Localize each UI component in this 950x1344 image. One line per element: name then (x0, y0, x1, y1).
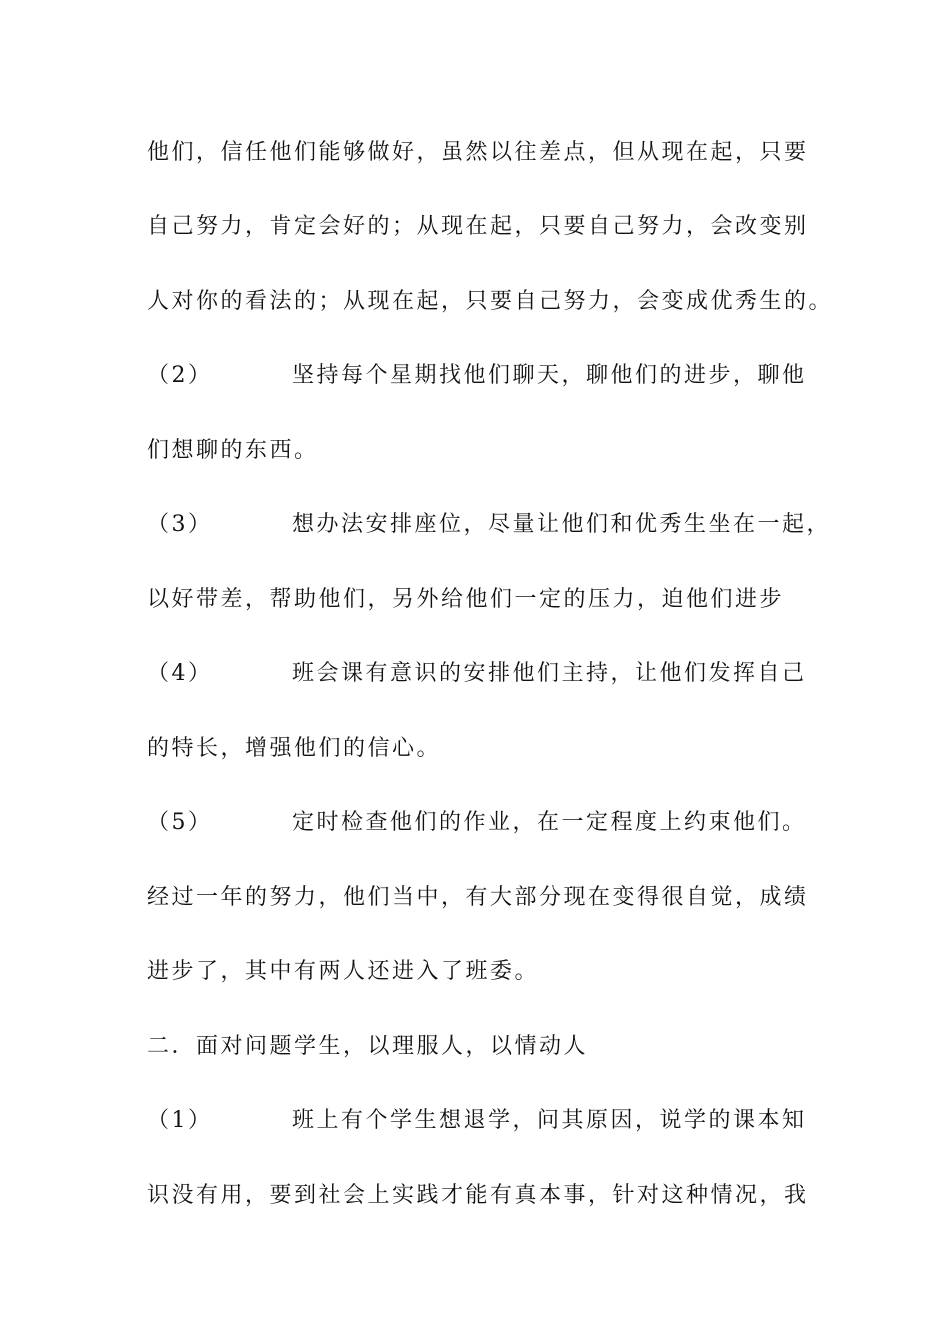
list-item-number: （4） (147, 661, 213, 686)
list-item-text: 班会课有意识的安排他们主持，让他们发挥自己 (292, 661, 807, 686)
list-item-text: 班上有个学生想退学，问其原因，说学的课本知 (292, 1108, 807, 1133)
paragraph-line: 人对你的看法的；从现在起，只要自己努力，会变成优秀生的。 (147, 289, 834, 314)
paragraph-line: 识没有用，要到社会上实践才能有真本事，针对这种情况，我 (147, 1183, 809, 1208)
paragraph-line: 们想聊的东西。 (147, 438, 319, 463)
list-item-number: （1） (147, 1108, 213, 1133)
list-item-text: 定时检查他们的作业，在一定程度上约束他们。 (292, 810, 807, 835)
paragraph-line: 经过一年的努力，他们当中，有大部分现在变得很自觉，成绩 (147, 885, 809, 910)
paragraph-line: 以好带差，帮助他们，另外给他们一定的压力，迫他们进步 (147, 587, 785, 612)
list-item-text: 想办法安排座位，尽量让他们和优秀生坐在一起， (292, 512, 832, 537)
section-heading: 二．面对问题学生，以理服人，以情动人 (147, 1034, 589, 1059)
list-item-number: （5） (147, 810, 213, 835)
paragraph-line: 自己努力，肯定会好的；从现在起，只要自己努力，会改变别 (147, 214, 809, 239)
paragraph-line: 他们，信任他们能够做好，虽然以往差点，但从现在起，只要 (147, 140, 809, 165)
list-item-number: （2） (147, 363, 213, 388)
paragraph-line: 进步了，其中有两人还进入了班委。 (147, 959, 540, 984)
paragraph-line: 的特长，增强他们的信心。 (147, 736, 442, 761)
list-item-number: （3） (147, 512, 213, 537)
list-item-text: 坚持每个星期找他们聊天，聊他们的进步，聊他 (292, 363, 807, 388)
